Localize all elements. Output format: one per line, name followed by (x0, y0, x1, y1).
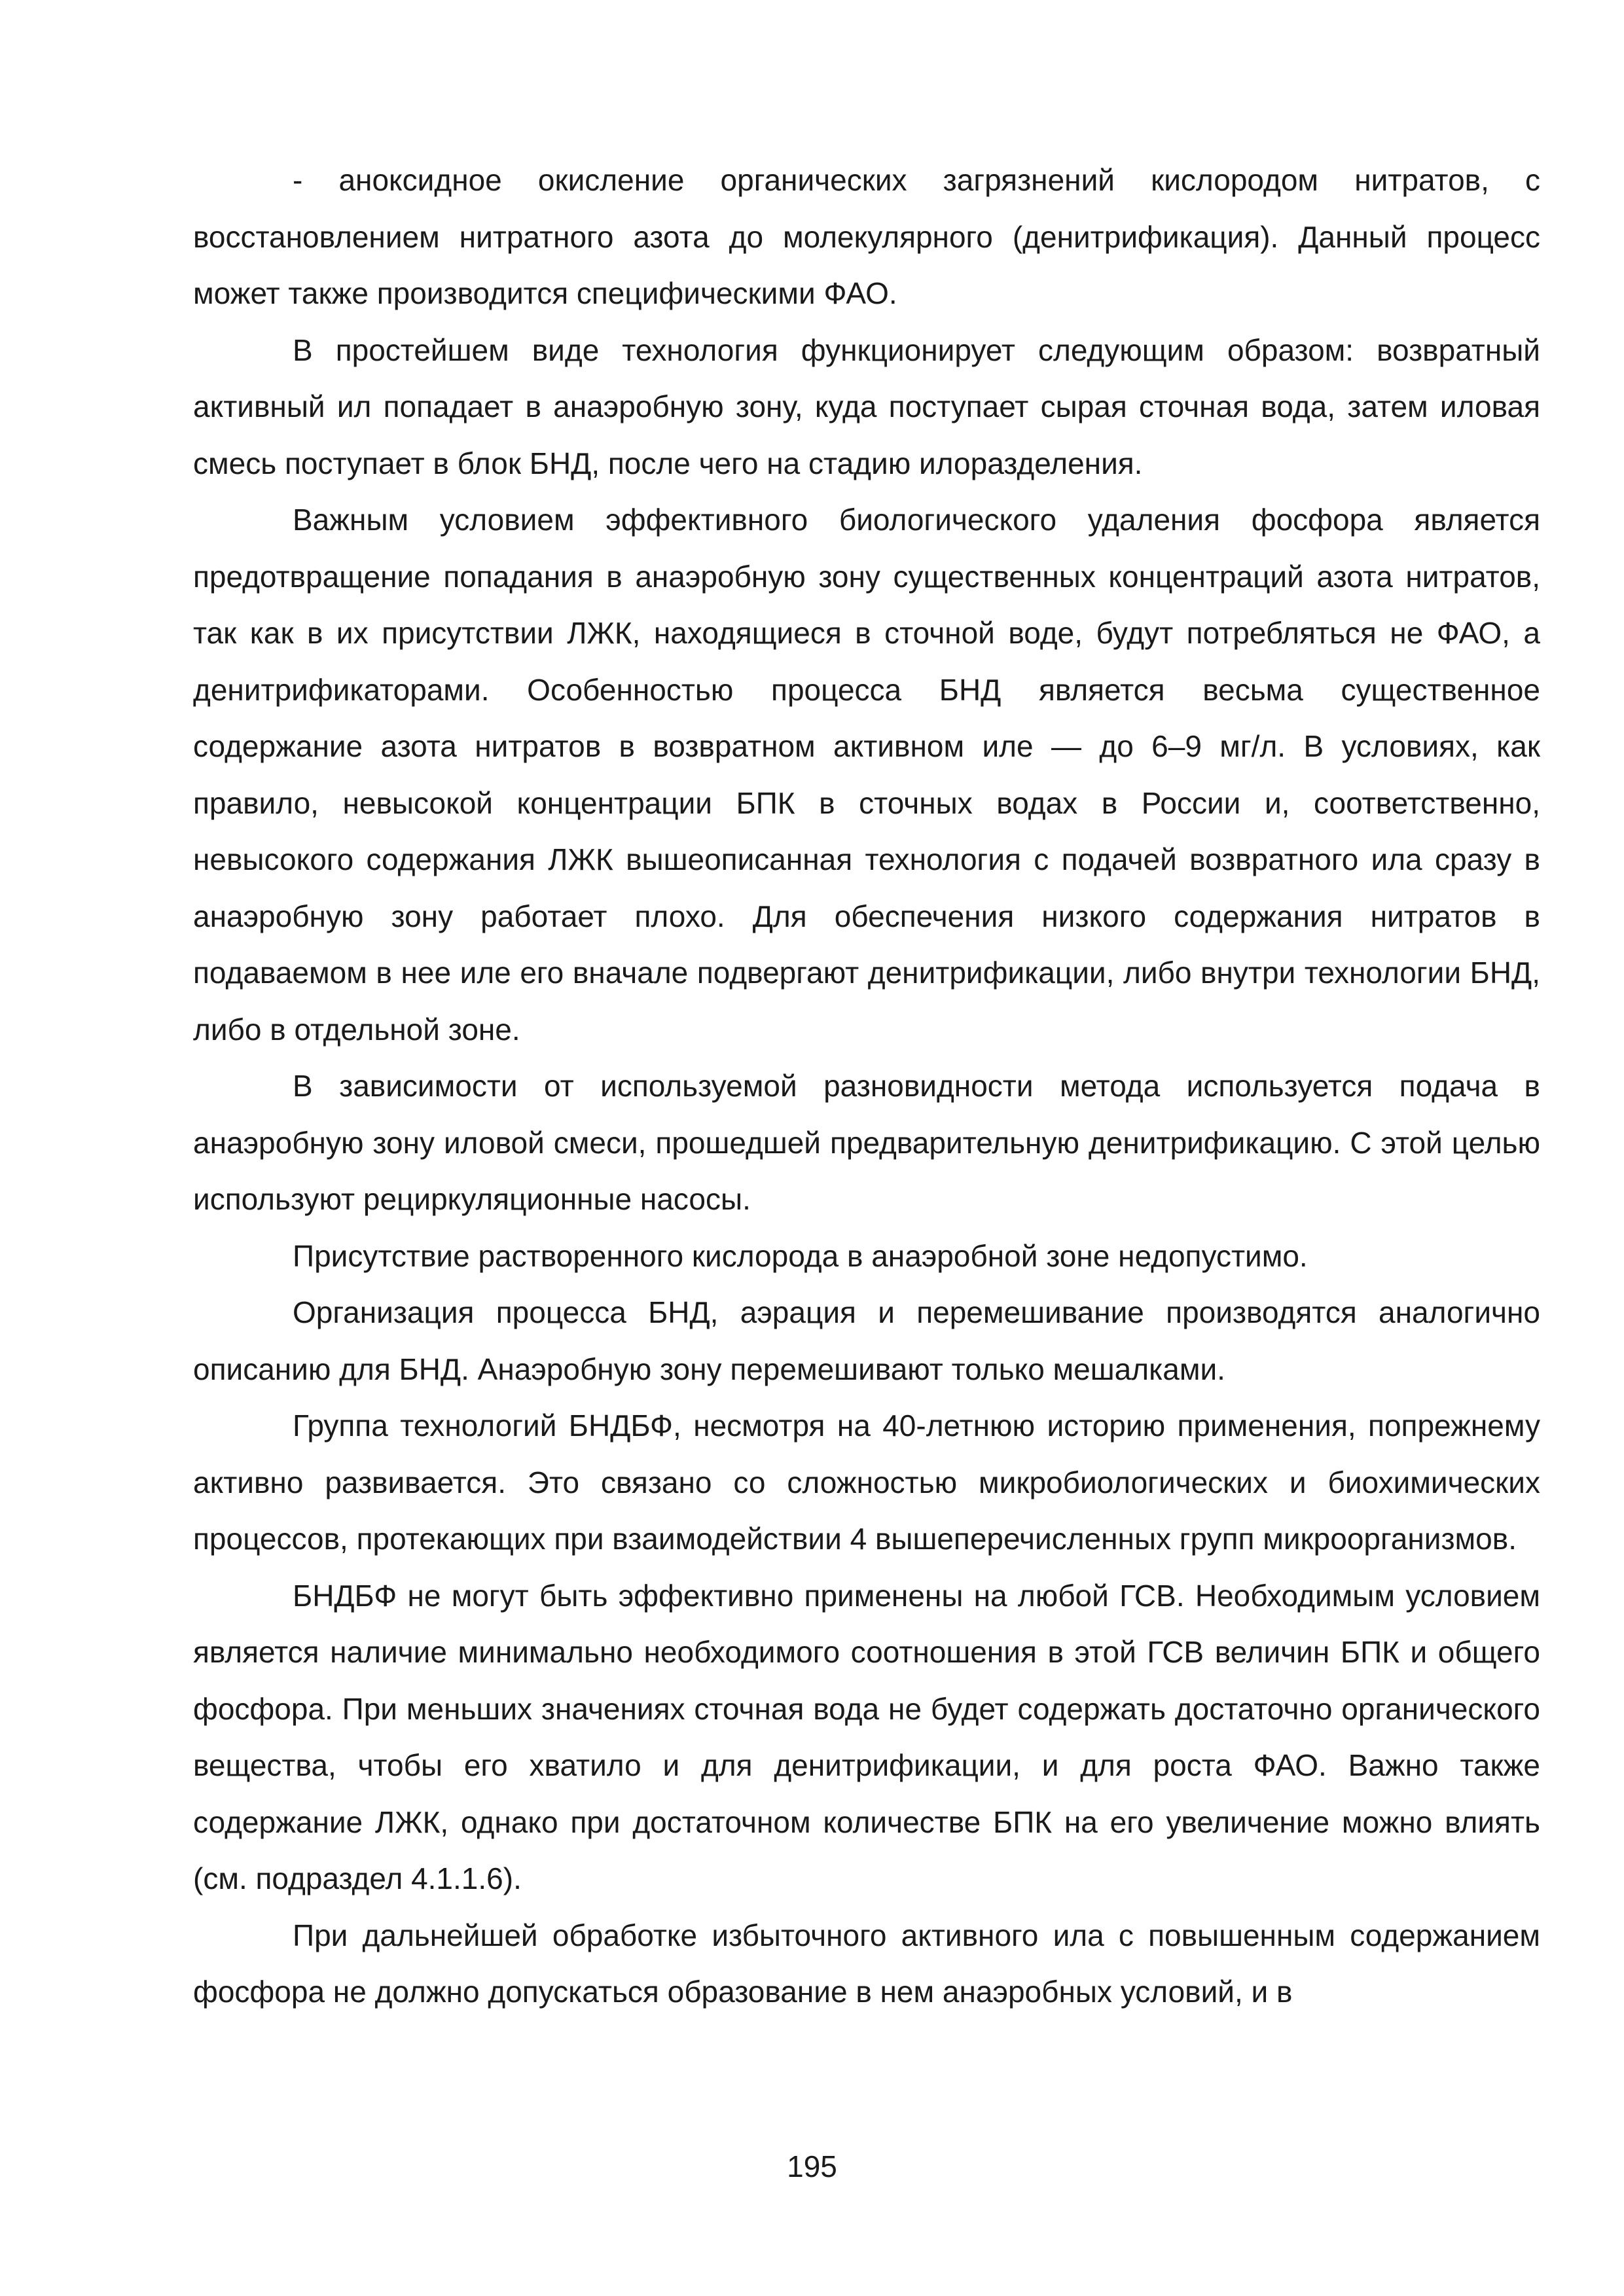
page-body (193, 152, 1540, 2020)
paragraph-nitrate-prevention: Важным условием эффективного биологического удаления фосфора является предотвращение попадания в анаэробную зону существенных концентраций азота нитратов, так как в их присутствии ЛЖК, находящиеся в сточной воде, будут потребляться не ФАО, а денитрификаторами. Особенностью процесса БНД является весьма существенное содержание азота нитратов в возвратном активном иле — до 6–9 мг/л. В условиях, как правило, невысокой концентрации БПК в сточных водах в России и, соответственно, невысокого содержания ЛЖК вышеописанная технология с подачей возвратного ила сразу в анаэробную зону работает плохо. Для обеспечения низкого содержания нитратов в подаваемом в нее иле его вначале подвергают денитрификации, либо внутри технологии БНД, либо в отдельной зоне. (193, 503, 1540, 1047)
paragraph-method-variants: В зависимости от используемой разновидности метода используется подача в анаэробную зону иловой смеси, прошедшей предварительную денитрификацию. С этой целью используют рециркуляционные насосы. (193, 1069, 1540, 1216)
paragraph-technology-group: Группа технологий БНДБФ, несмотря на 40-летнюю историю применения, попрежнему активно развивается. Это связано со сложностью микробиологических и биохимических процессов, протекающих при взаимодействии 4 вышеперечисленных групп микроорганизмов. (193, 1408, 1540, 1556)
paragraph-simple-technology: В простейшем виде технология функционирует следующим образом: возвратный активный ил попадает в анаэробную зону, куда поступает сырая сточная вода, затем иловая смесь поступает в блок БНД, после чего на стадию илоразделения. (193, 332, 1540, 480)
paragraph-process-organization: Организация процесса БНД, аэрация и перемешивание производятся аналогично описанию для БНД. Анаэробную зону перемешивают только мешалками. (193, 1295, 1540, 1386)
paragraph-anoxic-oxidation: - аноксидное окисление органических загрязнений кислородом нитратов, с восстановлением нитратного азота до молекулярного (денитрификация). Данный процесс может также производится специфическими ФАО. (193, 163, 1540, 310)
page-number: 195 (787, 2149, 837, 2183)
paragraph-applicability: БНДБФ не могут быть эффективно применены на любой ГСВ. Необходимым условием является наличие минимально необходимого соотношения в этой ГСВ величин БПК и общего фосфора. При меньших значениях сточная вода не будет содержать достаточно органического вещества, чтобы его хватило и для денитрификации, и для роста ФАО. Важно также содержание ЛЖК, однако при достаточном количестве БПК на его увеличение можно влиять (см. подраздел 4.1.1.6). (193, 1578, 1540, 1895)
paragraph-sludge-treatment: При дальнейшей обработке избыточного активного ила с повышенным содержанием фосфора не должно допускаться образование в нем анаэробных условий, и в (193, 1918, 1540, 2009)
paragraph-dissolved-oxygen: Присутствие растворенного кислорода в анаэробной зоне недопустимо. (293, 1238, 1308, 1273)
